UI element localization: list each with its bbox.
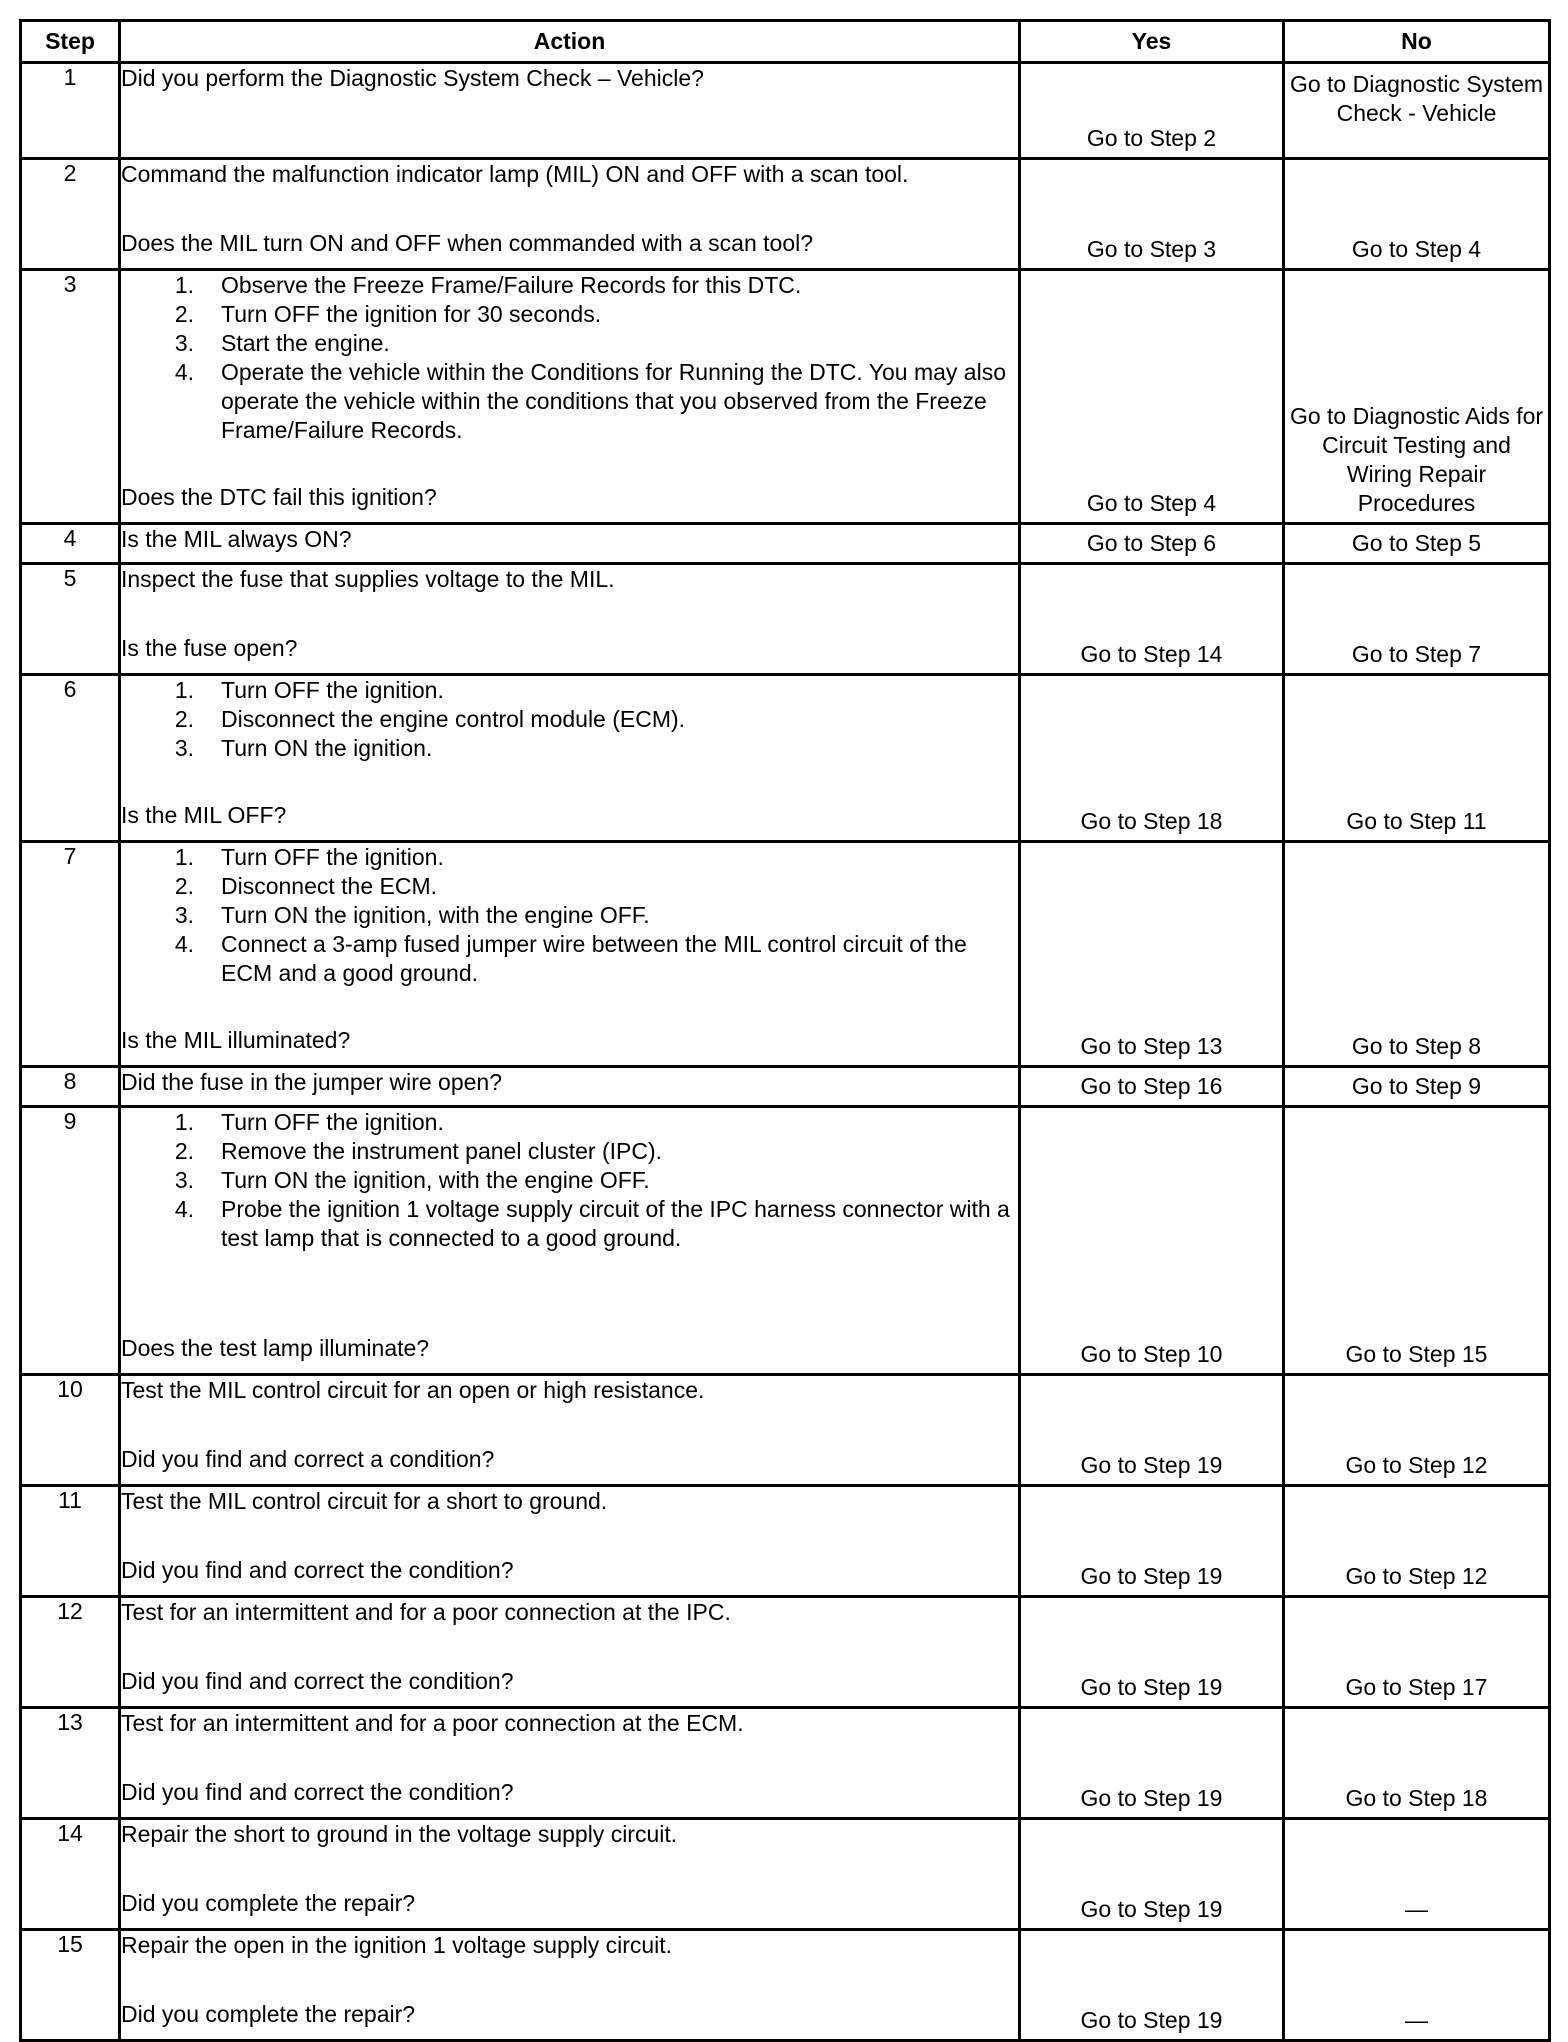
action-question: Did you find and correct the condition? bbox=[121, 1668, 514, 1694]
table-row bbox=[21, 1819, 1550, 1930]
procedure-item-text: Turn OFF the ignition. bbox=[221, 1109, 444, 1135]
procedure-item-number: 1. bbox=[174, 1109, 194, 1135]
procedure-item bbox=[121, 300, 1018, 329]
table-row bbox=[21, 842, 1550, 1067]
step-number: 4 bbox=[21, 524, 120, 564]
header-no: No bbox=[1284, 21, 1550, 63]
no-outcome: Go to Step 12 bbox=[1345, 1563, 1488, 1589]
procedure-item-number: 3. bbox=[174, 1167, 194, 1193]
procedure-item-text: Remove the instrument panel cluster (IPC). bbox=[221, 1138, 663, 1164]
procedure-item-number: 1. bbox=[174, 272, 194, 298]
step-number: 6 bbox=[21, 675, 120, 842]
yes-outcome: Go to Step 6 bbox=[1086, 530, 1217, 556]
action-cell bbox=[120, 675, 1020, 842]
header-row bbox=[21, 21, 1550, 63]
step-number: 9 bbox=[21, 1107, 120, 1375]
table-row bbox=[21, 159, 1550, 270]
procedure-item-text: Turn ON the ignition, with the engine OFF. bbox=[221, 902, 650, 928]
no-outcome: Go to Step 12 bbox=[1345, 1452, 1488, 1478]
no-outcome: Go to Diagnostic System Check - Vehicle bbox=[1289, 71, 1544, 126]
step-number: 8 bbox=[21, 1067, 120, 1107]
procedure-item bbox=[121, 1195, 1018, 1253]
procedure-list bbox=[121, 271, 1018, 445]
action-text: Test for an intermittent and for a poor connection at the IPC. bbox=[121, 1599, 731, 1625]
procedure-item-text: Turn OFF the ignition. bbox=[221, 677, 444, 703]
action-question: Does the MIL turn ON and OFF when commanded with a scan tool? bbox=[121, 230, 814, 256]
yes-cell bbox=[1020, 564, 1284, 675]
yes-cell bbox=[1020, 270, 1284, 524]
procedure-item-text: Operate the vehicle within the Conditions for Running the DTC. You may also operate the vehicle within the conditions that you observed from the Freeze Frame/Failure Records. bbox=[221, 359, 1006, 443]
step-number: 11 bbox=[21, 1486, 120, 1597]
step-number: 5 bbox=[21, 564, 120, 675]
procedure-item-number: 2. bbox=[174, 873, 194, 899]
no-outcome: — bbox=[1405, 1896, 1428, 1922]
action-question: Did you find and correct the condition? bbox=[121, 1779, 514, 1805]
action-cell bbox=[120, 270, 1020, 524]
no-cell bbox=[1284, 1597, 1550, 1708]
action-text: Test the MIL control circuit for an open or high resistance. bbox=[121, 1377, 705, 1403]
action-cell bbox=[120, 1375, 1020, 1486]
procedure-item bbox=[121, 358, 1018, 445]
procedure-item-text: Turn ON the ignition, with the engine OFF. bbox=[221, 1167, 650, 1193]
table-row bbox=[21, 1375, 1550, 1486]
no-outcome: Go to Step 8 bbox=[1351, 1033, 1482, 1059]
action-text: Did you perform the Diagnostic System Check – Vehicle? bbox=[121, 65, 704, 91]
action-text: Test for an intermittent and for a poor connection at the ECM. bbox=[121, 1710, 744, 1736]
action-cell bbox=[120, 1708, 1020, 1819]
action-question: Did you find and correct the condition? bbox=[121, 1557, 514, 1583]
action-question: Did you complete the repair? bbox=[121, 2001, 416, 2027]
no-cell bbox=[1284, 1930, 1550, 2041]
step-number: 10 bbox=[21, 1375, 120, 1486]
no-cell bbox=[1284, 524, 1550, 564]
action-text: Test the MIL control circuit for a short to ground. bbox=[121, 1488, 608, 1514]
no-outcome: Go to Step 17 bbox=[1345, 1674, 1488, 1700]
yes-outcome: Go to Step 13 bbox=[1080, 1033, 1223, 1059]
procedure-list bbox=[121, 676, 1018, 763]
no-outcome: Go to Step 18 bbox=[1345, 1785, 1488, 1811]
no-cell bbox=[1284, 1107, 1550, 1375]
no-cell bbox=[1284, 63, 1550, 159]
table-row bbox=[21, 524, 1550, 564]
procedure-item bbox=[121, 705, 1018, 734]
procedure-item bbox=[121, 843, 1018, 872]
no-cell bbox=[1284, 1486, 1550, 1597]
step-number: 13 bbox=[21, 1708, 120, 1819]
action-cell bbox=[120, 1597, 1020, 1708]
action-cell bbox=[120, 1107, 1020, 1375]
action-cell bbox=[120, 63, 1020, 159]
procedure-item-number: 4. bbox=[174, 1196, 194, 1222]
action-cell bbox=[120, 159, 1020, 270]
action-question: Did you complete the repair? bbox=[121, 1890, 416, 1916]
procedure-item-number: 1. bbox=[174, 677, 194, 703]
procedure-item-number: 3. bbox=[174, 330, 194, 356]
yes-cell bbox=[1020, 1107, 1284, 1375]
procedure-item bbox=[121, 271, 1018, 300]
yes-cell bbox=[1020, 1067, 1284, 1107]
procedure-item-number: 4. bbox=[174, 359, 194, 385]
no-cell bbox=[1284, 159, 1550, 270]
action-text: Did the fuse in the jumper wire open? bbox=[121, 1069, 502, 1095]
no-cell bbox=[1284, 1708, 1550, 1819]
table-row bbox=[21, 63, 1550, 159]
action-cell bbox=[120, 1067, 1020, 1107]
procedure-item-text: Disconnect the ECM. bbox=[221, 873, 438, 899]
procedure-item-text: Observe the Freeze Frame/Failure Records for this DTC. bbox=[221, 272, 802, 298]
yes-outcome: Go to Step 10 bbox=[1080, 1341, 1223, 1367]
no-outcome: Go to Step 4 bbox=[1351, 236, 1482, 262]
procedure-item-number: 4. bbox=[174, 931, 194, 957]
yes-cell bbox=[1020, 1375, 1284, 1486]
yes-outcome: Go to Step 19 bbox=[1080, 1452, 1223, 1478]
procedure-item bbox=[121, 676, 1018, 705]
action-cell bbox=[120, 1486, 1020, 1597]
no-cell bbox=[1284, 1819, 1550, 1930]
yes-cell bbox=[1020, 1597, 1284, 1708]
action-cell bbox=[120, 524, 1020, 564]
step-number: 2 bbox=[21, 159, 120, 270]
yes-outcome: Go to Step 19 bbox=[1080, 1785, 1223, 1811]
procedure-item-text: Turn OFF the ignition for 30 seconds. bbox=[221, 301, 602, 327]
yes-cell bbox=[1020, 675, 1284, 842]
action-text: Repair the open in the ignition 1 voltage supply circuit. bbox=[121, 1932, 673, 1958]
no-outcome: Go to Step 5 bbox=[1351, 530, 1482, 556]
yes-outcome: Go to Step 19 bbox=[1080, 1896, 1223, 1922]
no-outcome: Go to Step 15 bbox=[1345, 1341, 1488, 1367]
procedure-item bbox=[121, 1166, 1018, 1195]
action-question: Does the DTC fail this ignition? bbox=[121, 484, 437, 510]
yes-cell bbox=[1020, 1819, 1284, 1930]
procedure-item bbox=[121, 734, 1018, 763]
yes-cell bbox=[1020, 159, 1284, 270]
yes-cell bbox=[1020, 842, 1284, 1067]
yes-cell bbox=[1020, 1708, 1284, 1819]
diagnostic-table bbox=[19, 19, 1551, 2042]
yes-cell bbox=[1020, 1486, 1284, 1597]
yes-cell bbox=[1020, 63, 1284, 159]
action-text: Command the malfunction indicator lamp (MIL) ON and OFF with a scan tool. bbox=[121, 161, 909, 187]
step-number: 1 bbox=[21, 63, 120, 159]
procedure-item-number: 2. bbox=[174, 1138, 194, 1164]
yes-outcome: Go to Step 19 bbox=[1080, 2007, 1223, 2033]
action-question: Is the MIL OFF? bbox=[121, 802, 287, 828]
yes-cell bbox=[1020, 524, 1284, 564]
procedure-item-text: Start the engine. bbox=[221, 330, 390, 356]
yes-outcome: Go to Step 19 bbox=[1080, 1674, 1223, 1700]
yes-outcome: Go to Step 18 bbox=[1080, 808, 1223, 834]
procedure-item-text: Connect a 3-amp fused jumper wire between the MIL control circuit of the ECM and a good ground. bbox=[221, 931, 967, 986]
yes-outcome: Go to Step 4 bbox=[1086, 490, 1217, 516]
procedure-item-number: 1. bbox=[174, 844, 194, 870]
yes-outcome: Go to Step 2 bbox=[1086, 125, 1217, 151]
no-outcome: Go to Step 9 bbox=[1351, 1073, 1482, 1099]
action-question: Is the MIL illuminated? bbox=[121, 1027, 351, 1053]
action-cell bbox=[120, 564, 1020, 675]
table-row bbox=[21, 1597, 1550, 1708]
no-cell bbox=[1284, 842, 1550, 1067]
procedure-item-text: Turn ON the ignition. bbox=[221, 735, 433, 761]
table-row bbox=[21, 1930, 1550, 2041]
action-cell bbox=[120, 1930, 1020, 2041]
no-outcome: Go to Diagnostic Aids for Circuit Testing and Wiring Repair Procedures bbox=[1289, 403, 1544, 516]
action-text: Is the MIL always ON? bbox=[121, 526, 352, 552]
no-cell bbox=[1284, 564, 1550, 675]
action-question: Is the fuse open? bbox=[121, 635, 298, 661]
no-cell bbox=[1284, 1067, 1550, 1107]
header-step: Step bbox=[21, 21, 120, 63]
action-cell bbox=[120, 1819, 1020, 1930]
action-text: Inspect the fuse that supplies voltage to the MIL. bbox=[121, 566, 615, 592]
action-question: Did you find and correct a condition? bbox=[121, 1446, 495, 1472]
procedure-list bbox=[121, 843, 1018, 988]
yes-outcome: Go to Step 19 bbox=[1080, 1563, 1223, 1589]
procedure-item bbox=[121, 329, 1018, 358]
table-row bbox=[21, 675, 1550, 842]
step-number: 15 bbox=[21, 1930, 120, 2041]
no-cell bbox=[1284, 675, 1550, 842]
procedure-item-number: 3. bbox=[174, 735, 194, 761]
procedure-item-text: Disconnect the engine control module (ECM). bbox=[221, 706, 686, 732]
procedure-item-text: Turn OFF the ignition. bbox=[221, 844, 444, 870]
procedure-item bbox=[121, 1137, 1018, 1166]
yes-outcome: Go to Step 3 bbox=[1086, 236, 1217, 262]
no-outcome: Go to Step 7 bbox=[1351, 641, 1482, 667]
step-number: 12 bbox=[21, 1597, 120, 1708]
no-cell bbox=[1284, 1375, 1550, 1486]
yes-cell bbox=[1020, 1930, 1284, 2041]
no-cell bbox=[1284, 270, 1550, 524]
table-row bbox=[21, 1067, 1550, 1107]
no-outcome: Go to Step 11 bbox=[1346, 808, 1487, 834]
no-outcome: — bbox=[1405, 2007, 1428, 2033]
step-number: 14 bbox=[21, 1819, 120, 1930]
step-number: 7 bbox=[21, 842, 120, 1067]
step-number: 3 bbox=[21, 270, 120, 524]
table-row bbox=[21, 1708, 1550, 1819]
procedure-item-number: 2. bbox=[174, 706, 194, 732]
table-row bbox=[21, 564, 1550, 675]
action-cell bbox=[120, 842, 1020, 1067]
action-question: Does the test lamp illuminate? bbox=[121, 1335, 430, 1361]
procedure-item-text: Probe the ignition 1 voltage supply circuit of the IPC harness connector with a test lamp that is connected to a good ground. bbox=[221, 1196, 1010, 1251]
header-action: Action bbox=[120, 21, 1020, 63]
table-row bbox=[21, 1486, 1550, 1597]
action-text: Repair the short to ground in the voltage supply circuit. bbox=[121, 1821, 678, 1847]
table-row bbox=[21, 270, 1550, 524]
yes-outcome: Go to Step 16 bbox=[1080, 1073, 1223, 1099]
procedure-item bbox=[121, 1108, 1018, 1137]
procedure-item bbox=[121, 872, 1018, 901]
procedure-item bbox=[121, 930, 1018, 988]
yes-outcome: Go to Step 14 bbox=[1080, 641, 1223, 667]
procedure-list bbox=[121, 1108, 1018, 1253]
procedure-item-number: 3. bbox=[174, 902, 194, 928]
procedure-item bbox=[121, 901, 1018, 930]
procedure-item-number: 2. bbox=[174, 301, 194, 327]
header-yes: Yes bbox=[1020, 21, 1284, 63]
table-row bbox=[21, 1107, 1550, 1375]
